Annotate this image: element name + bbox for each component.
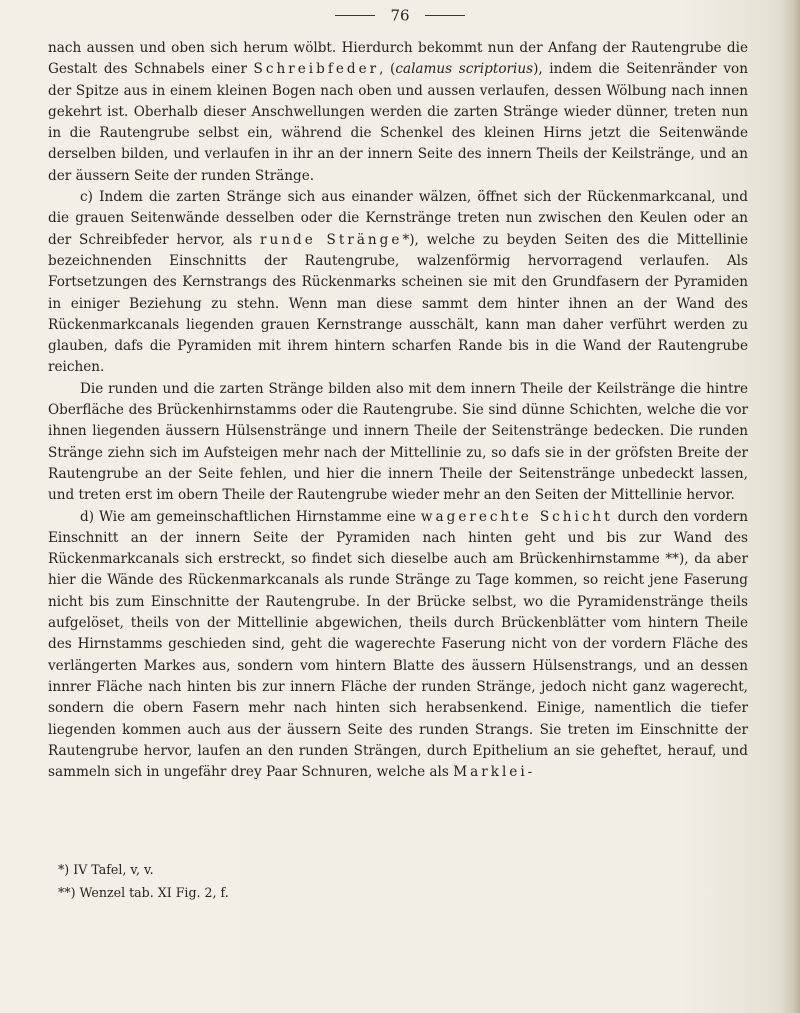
page-edge-shadow [782,0,800,1013]
paragraph: d) Wie am gemeinschaftlichen Hirnstamme eine wagerechte Schicht durch den vordern Einschnitt an der innern Seite der Pyramiden nach hinten geht und bis zur Wand des Rückenmarkcanals sich erstreckt, so findet sich dieselbe auch am Brückenhirnstamme **), da aber hier die Wände des Rückenmarkcanals als runde Stränge zu Tage kommen, so reicht jene Faserung nicht bis zum Einschnitte der Rautengrube. In der Brücke selbst, wo die Pyramidenstränge theils aufgelöset, theils von der Mittellinie abgewichen, theils durch Brückenblätter vom hintern Theile des Hirnstamms geschieden sind, geht die wagerechte Faserung nicht von der vordern Fläche des verlängerten Markes aus, sondern vom hintern Blatte des äussern Hülsenstrangs, und an dessen innrer Fläche nach hinten bis zur innern Fläche der runden Stränge, jedoch nicht ganz wagerecht, sondern die obern Fasern mehr nach hinten sich herabsenkend. Einige, namentlich die tiefer liegenden kommen auch aus der äussern Seite des runden Strangs. Sie treten im Einschnitte der Rautengrube hervor, laufen an den runden Strängen, durch Epithelium an sie geheftet, herauf, und sammeln sich in ungefähr drey Paar Schnuren, welche als Marklei- [48,508,748,781]
paragraph: nach aussen und oben sich herum wölbt. Hierdurch bekommt nun der Anfang der Rautengrube die Gestalt des Schnabels einer Schreibfeder, (calamus scriptorius), indem die Seitenränder von der Spitze aus in einem kleinen Bogen nach oben und aussen verlaufen, dessen Wölbung nach innen gekehrt ist. Oberhalb dieser Anschwellungen werden die zarten Stränge wieder dünner, treten nun in die Rautengrube selbst ein, während die Schenkel des kleinen Hirns jetzt die Seitenwände derselben bilden, und verlaufen in ihr an der innern Seite des innern Theils der Keilstränge, und an der äussern Seite der runden Stränge. [48,40,748,184]
paragraph: c) Indem die zarten Stränge sich aus einander wälzen, öffnet sich der Rückenmarkcanal, und die grauen Seitenwände desselben oder die Kernstränge treten nun zwischen den Keulen oder an der Schreibfeder hervor, als runde Stränge*), welche zu beyden Seiten des die Mittellinie bezeichnenden Einschnitts der Rautengrube, walzenförmig hervorragend verlaufen. Als Fortsetzungen des Kernstrangs des Rückenmarks scheinen sie mit den Grundfasern der Pyramiden in einiger Beziehung zu stehn. Wenn man diese sammt dem hinter ihnen an der Wand des Rückenmarkcanals liegenden grauen Kernstrange ausschält, kann man daher verführt werden zu glauben, dafs die Pyramiden mit ihrem hintern scharfen Rande bis in die Wand der Rautengrube reichen. [48,189,748,376]
spaced-term: wagerechte Schicht [420,508,613,525]
header-rule-right [425,15,465,16]
page-header [0,5,800,27]
header-rule-left [335,15,375,16]
spaced-term: Marklei- [453,764,536,781]
latin-term: calamus scriptorius [395,61,534,78]
footnote-divider [48,843,748,844]
footnote: *) IV Tafel, v, v. [58,862,154,877]
body-text [48,38,748,783]
page-number: 76 [390,6,410,25]
spaced-term: Schreibfeder [253,61,380,78]
paragraph: Die runden und die zarten Stränge bilden also mit dem innern Theile der Keilstränge die hintre Oberfläche des Brückenhirnstamms oder die Rautengrube. Sie sind dünne Schichten, welche die vor ihnen liegenden äussern Hülsenstränge und innern Theile der Seitenstränge bedecken. Die runden Stränge ziehn sich im Aufsteigen mehr nach der Mittellinie zu, so dafs sie in der gröfsten Breite der Rautengrube an der Seite fehlen, und hier die innern Theile der Seitenstränge unbedeckt lassen, und treten erst im obern Theile der Rautengrube wieder mehr an den Seiten der Mittellinie hervor. [48,380,748,504]
footnote: **) Wenzel tab. XI Fig. 2, f. [58,885,229,900]
spaced-term: runde Stränge [259,231,403,248]
